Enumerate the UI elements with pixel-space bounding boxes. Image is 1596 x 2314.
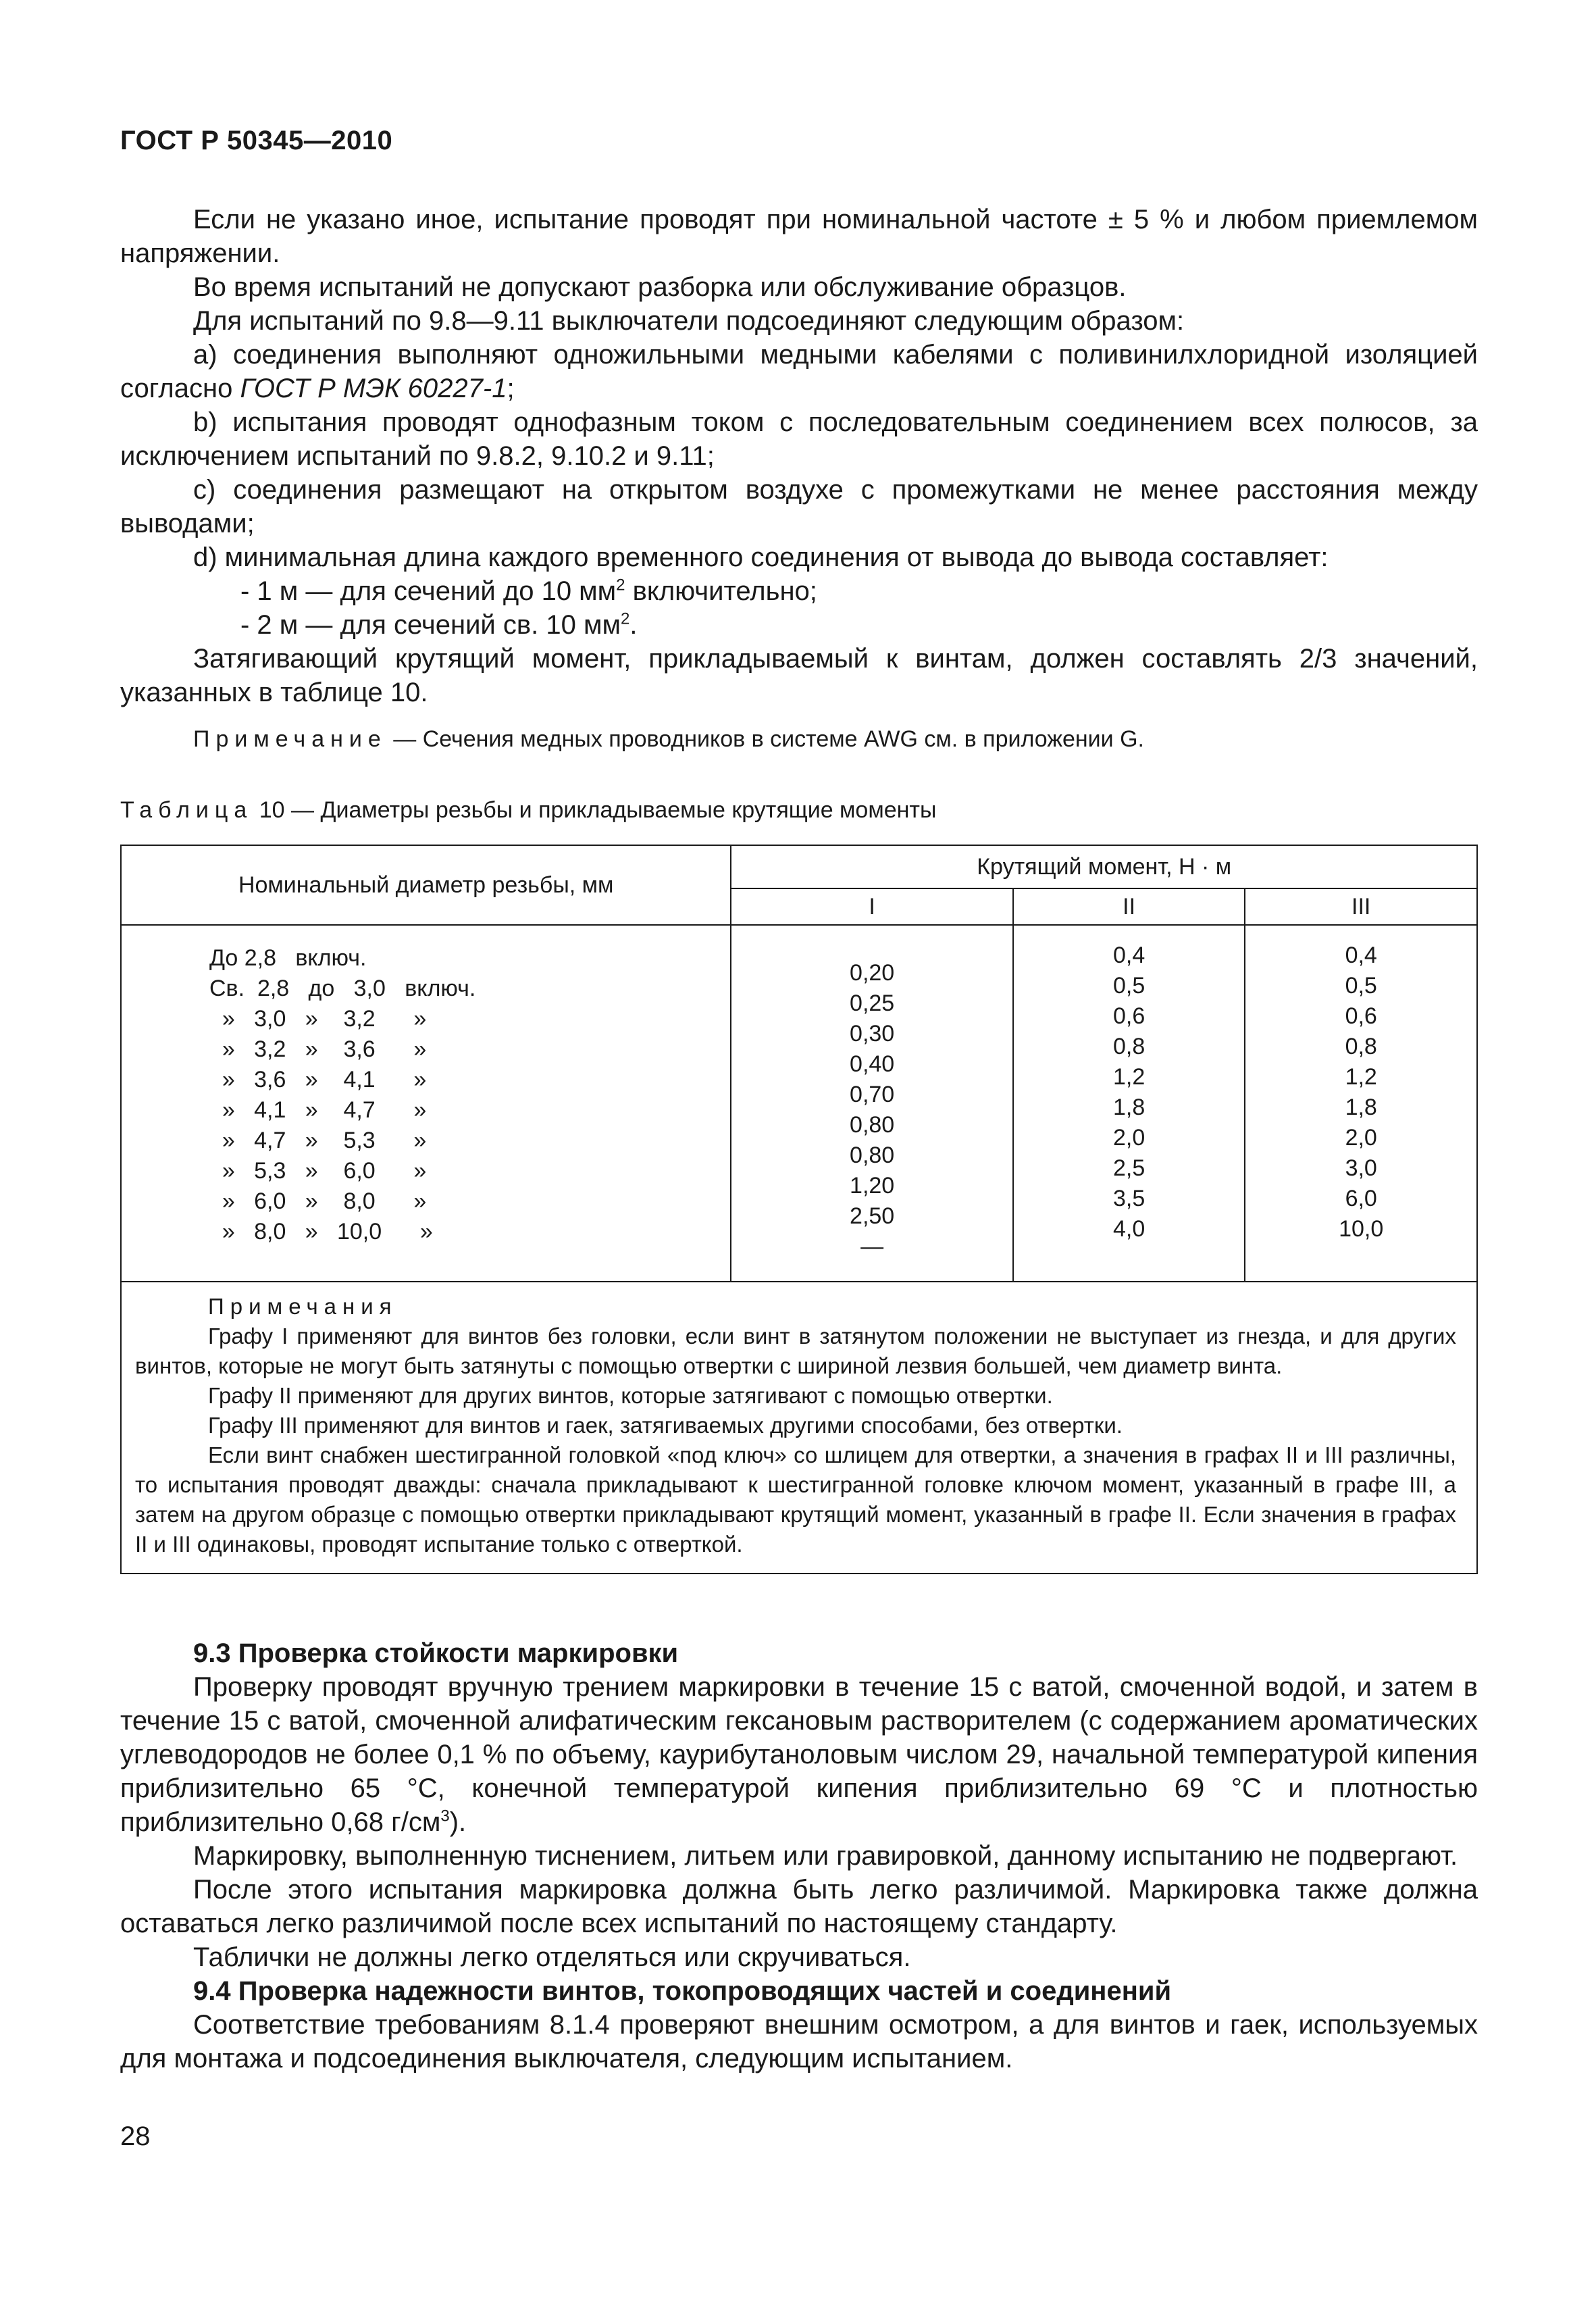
table-10 <box>120 845 1478 1574</box>
sub-item-1 <box>120 574 1478 608</box>
section-9-3 <box>120 1636 1478 2076</box>
paragraph <box>120 1670 1478 1839</box>
paragraph-torque: Затягивающий крутящий момент, прикладываемый к винтам, должен составлять 2/3 значений, указанных в таблице 10. <box>120 644 1478 707</box>
sub-item-2 <box>120 608 1478 642</box>
header-diameter: Номинальный диаметр резьбы, мм <box>121 845 731 925</box>
table-caption <box>120 797 936 824</box>
value-cell: 0,5 <box>1345 973 1377 999</box>
header-col-ii: II <box>1013 888 1245 925</box>
notes-label: Примечания <box>208 1294 398 1319</box>
table-caption-text: 10 — Диаметры резьбы и прикладываемые крутящие моменты <box>253 797 937 823</box>
value-cell: 2,50 <box>850 1203 895 1229</box>
punctuation: ; <box>507 374 515 403</box>
note <box>120 724 1478 754</box>
value-cell: 0,40 <box>850 1051 895 1077</box>
value-cell: 1,8 <box>1345 1095 1377 1120</box>
superscript: 2 <box>620 609 630 628</box>
diameter-row: » 3,2 » 3,6 » <box>209 1036 427 1062</box>
diameter-row: » 8,0 » 10,0 » <box>209 1219 433 1244</box>
intro-section <box>120 203 1478 754</box>
diameter-row: До 2,8 включ. <box>209 945 367 971</box>
value-cell: 0,5 <box>1112 973 1145 999</box>
value-cell: 6,0 <box>1345 1186 1377 1211</box>
diameter-row: » 3,0 » 3,2 » <box>209 1006 427 1032</box>
list-item-a <box>120 338 1478 405</box>
table-note: Если винт снабжен шестигранной головкой «под ключ» со шлицем для отвертки, а значения в графах II и III различны, то испытания проводят дважды: сначала прикладывают к шестигранной головке ключом момент, указанный в графе III, а затем на другом образце с помощью отвертки прикладывают крутящий момент, указанный в графе II. Если значения в графах II и III одинаковы, проводят испытание только с отверткой. <box>135 1442 1456 1557</box>
paragraph-tail: ). <box>449 1807 467 1837</box>
value-cell: 0,80 <box>850 1112 895 1138</box>
value-cell: 0,80 <box>850 1142 895 1168</box>
diameter-row: » 5,3 » 6,0 » <box>209 1158 427 1184</box>
list-item-d: d) минимальная длина каждого временного соединения от вывода до вывода составляет: <box>193 543 1329 572</box>
standard-reference: ГОСТ Р МЭК 60227-1 <box>240 374 507 403</box>
superscript: 3 <box>440 1807 450 1826</box>
sub-item-1-tail: включительно; <box>625 576 817 606</box>
value-cell: 0,30 <box>850 1021 895 1047</box>
header-torque: Крутящий момент, Н · м <box>731 845 1477 888</box>
value-cell: 4,0 <box>1112 1216 1145 1242</box>
table-note: Графу II применяют для других винтов, которые затягивают с помощью отвертки. <box>208 1383 1053 1408</box>
value-cell: 3,0 <box>1345 1155 1377 1181</box>
value-cell: 1,2 <box>1345 1064 1377 1090</box>
list-item-a-text: a) соединения выполняют одножильными медными кабелями с поливинилхлоридной изоляцией согласно <box>120 340 1478 403</box>
paragraph: Соответствие требованиям 8.1.4 проверяют внешним осмотром, а для винтов и гаек, используемых для монтажа и подсоединения выключателя, следующим испытанием. <box>120 2010 1478 2073</box>
value-cell: 1,8 <box>1112 1095 1145 1120</box>
section-title: 9.4 Проверка надежности винтов, токопроводящих частей и соединений <box>193 1976 1172 2006</box>
value-cell: 0,8 <box>1345 1034 1377 1059</box>
paragraph: Если не указано иное, испытание проводят при номинальной частоте ± 5 % и любом приемлемом напряжении. <box>120 205 1478 268</box>
value-cell: 2,0 <box>1345 1125 1377 1151</box>
paragraph: Для испытаний по 9.8—9.11 выключатели подсоединяют следующим образом: <box>193 306 1185 336</box>
paragraph-text: Проверку проводят вручную трением маркировки в течение 15 с ватой, смоченной водой, и затем в течение 15 с ватой, смоченной алифатическим гексановым растворителем (с содержанием ароматических углеводородов не более 0,1 % по объему, каурибутаноловым числом 29, начальной температурой кипения приблизительно 65 °С, конечной температурой кипения приблизительно 69 °С и плотностью приблизительно 0,68 г/см <box>120 1672 1478 1837</box>
note-label: Примечание <box>193 726 387 752</box>
value-cell: 1,20 <box>850 1173 895 1199</box>
value-cell: 0,4 <box>1345 942 1377 968</box>
note-text: — Сечения медных проводников в системе AWG см. в приложении G. <box>386 726 1144 752</box>
paragraph: Во время испытаний не допускают разборка или обслуживание образцов. <box>193 272 1127 302</box>
diameter-row: » 4,7 » 5,3 » <box>209 1128 427 1153</box>
sub-item-2-tail: . <box>629 610 638 640</box>
paragraph: После этого испытания маркировка должна быть легко различимой. Маркировка также должна оставаться легко различимой после всех испытаний по настоящему стандарту. <box>120 1875 1478 1938</box>
diameter-row: » 4,1 » 4,7 » <box>209 1097 427 1123</box>
superscript: 2 <box>616 576 625 595</box>
value-cell: 1,2 <box>1112 1064 1145 1090</box>
diameter-row: Св. 2,8 до 3,0 включ. <box>209 976 476 1001</box>
sub-item-1-text: - 1 м — для сечений до 10 мм <box>240 576 617 606</box>
diameter-cell <box>121 925 731 1282</box>
table-note: Графу III применяют для винтов и гаек, затягиваемых другими способами, без отвертки. <box>208 1413 1123 1438</box>
header-col-i: I <box>731 888 1012 925</box>
col-iii-cell <box>1245 925 1477 1282</box>
list-item-b: b) испытания проводят однофазным током с последовательным соединением всех полюсов, за исключением испытаний по 9.8.2, 9.10.2 и 9.11; <box>120 407 1478 471</box>
value-cell: 10,0 <box>1339 1216 1384 1242</box>
value-cell: 0,25 <box>850 990 895 1016</box>
diameter-row: » 3,6 » 4,1 » <box>209 1067 427 1092</box>
sub-item-2-text: - 2 м — для сечений св. 10 мм <box>240 610 621 640</box>
col-ii-cell <box>1013 925 1245 1282</box>
value-cell: 2,5 <box>1112 1155 1145 1181</box>
diameter-row: » 6,0 » 8,0 » <box>209 1188 427 1214</box>
value-cell: 0,6 <box>1345 1003 1377 1029</box>
section-title: 9.3 Проверка стойкости маркировки <box>193 1638 679 1668</box>
value-cell: 0,8 <box>1112 1034 1145 1059</box>
paragraph: Таблички не должны легко отделяться или скручиваться. <box>193 1942 911 1972</box>
header-col-iii: III <box>1245 888 1477 925</box>
value-cell: 0,4 <box>1112 942 1145 968</box>
document-header: ГОСТ Р 50345—2010 <box>120 126 393 155</box>
value-cell: 0,70 <box>850 1082 895 1107</box>
value-cell: — <box>860 1234 884 1259</box>
table-note: Графу I применяют для винтов без головки, если винт в затянутом положении не выступает из гнезда, и для других винтов, которые не могут быть затянуты с помощью отвертки с шириной лезвия большей, чем диаметр винта. <box>135 1324 1456 1378</box>
table-notes <box>121 1282 1477 1574</box>
list-item-c: c) соединения размещают на открытом воздухе с промежутками не менее расстояния между выводами; <box>120 475 1478 538</box>
value-cell: 0,6 <box>1112 1003 1145 1029</box>
value-cell: 2,0 <box>1112 1125 1145 1151</box>
paragraph: Маркировку, выполненную тиснением, литьем или гравировкой, данному испытанию не подвергают. <box>193 1841 1458 1871</box>
col-i-cell <box>731 925 1012 1282</box>
value-cell: 0,20 <box>850 960 895 986</box>
table-caption-label: Таблица <box>120 797 253 823</box>
value-cell: 3,5 <box>1112 1186 1145 1211</box>
page-number: 28 <box>120 2121 151 2151</box>
